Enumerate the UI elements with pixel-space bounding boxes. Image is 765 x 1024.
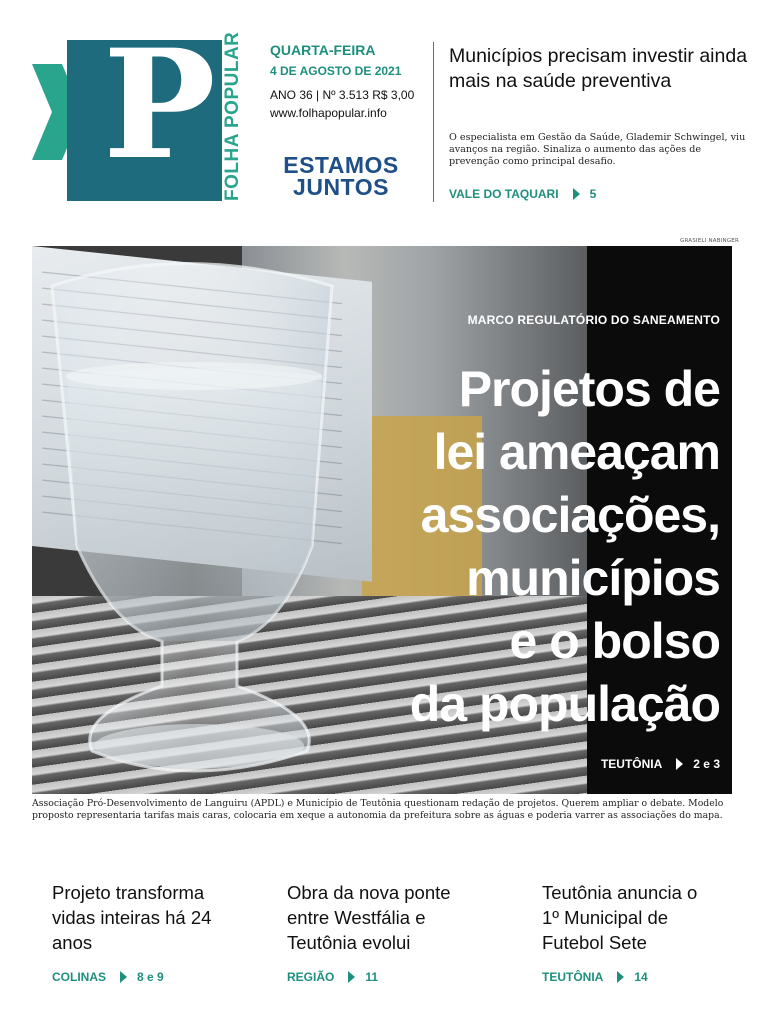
- bottom-story-pages: 8 e 9: [137, 970, 164, 984]
- bottom-story-headline[interactable]: Projeto transforma vidas inteiras há 24 anos: [52, 882, 212, 953]
- bottom-story-pages: 14: [634, 970, 648, 984]
- headline-line: municípios: [466, 550, 720, 606]
- bottom-story-section[interactable]: [52, 970, 164, 984]
- headline-line: lei ameaçam: [433, 424, 720, 480]
- top-story-section-label: VALE DO TAQUARI: [449, 187, 559, 201]
- issue-edition: ANO 36 | Nº 3.513 R$ 3,00: [270, 88, 415, 102]
- headline-line: e o bolso: [509, 613, 720, 669]
- campaign-line-1: ESTAMOS: [283, 152, 399, 178]
- water-glass-illustration: [32, 246, 392, 794]
- masthead-divider: [433, 42, 434, 202]
- bottom-story-section[interactable]: [542, 970, 648, 984]
- bottom-story-pages: 11: [365, 970, 379, 984]
- bottom-story-headline[interactable]: Obra da nova ponte entre Westfália e Teutônia evolui: [287, 882, 451, 953]
- main-story-headline[interactable]: [380, 358, 720, 736]
- logo-letter: P: [103, 40, 216, 193]
- bottom-story-section-label: REGIÃO: [287, 970, 335, 984]
- top-story-page: 5: [589, 187, 597, 201]
- main-story-pages: 2 e 3: [693, 757, 720, 771]
- issue-date: 4 DE AGOSTO DE 2021: [270, 64, 402, 78]
- headline-line: Projetos de: [458, 361, 720, 417]
- arrow-right-icon: [348, 971, 355, 983]
- main-story-caption: Associação Pró-Desenvolvimento de Languiru (APDL) e Município de Teutônia questionam redação de projetos. Querem ampliar o debate. Modelo proposto representaria tarifas mais caras, colocaria em xeque a autonomia da prefeitura sobre as águas e poderia varrer as associações do mapa.: [32, 798, 724, 821]
- top-story-section[interactable]: [449, 187, 596, 201]
- arrow-right-icon: [617, 971, 624, 983]
- top-story-summary: O especialista em Gestão da Saúde, Glademir Schwingel, viu avanços na região. Sinaliza o aumento das ações de prevenção como principal desafio.: [449, 132, 746, 167]
- bottom-story-section-label: TEUTÔNIA: [542, 970, 604, 984]
- photo-credit: GRASIELI NABINGER: [680, 238, 739, 244]
- top-story-headline[interactable]: Municípios precisam investir ainda mais na saúde preventiva: [449, 45, 748, 92]
- issue-weekday: QUARTA-FEIRA: [270, 42, 376, 58]
- main-story-section[interactable]: [560, 757, 720, 771]
- main-story-kicker: MARCO REGULATÓRIO DO SANEAMENTO: [467, 313, 720, 327]
- arrow-right-icon: [573, 188, 580, 200]
- bottom-story-section[interactable]: [287, 970, 378, 984]
- arrow-right-icon: [676, 758, 683, 770]
- arrow-right-icon: [120, 971, 127, 983]
- masthead-name: FOLHA POPULAR: [222, 31, 243, 201]
- masthead-logo: [67, 40, 222, 201]
- bottom-story-headline[interactable]: Teutônia anuncia o 1º Municipal de Futebol Sete: [542, 882, 698, 953]
- bottom-story-section-label: COLINAS: [52, 970, 106, 984]
- main-story-section-label: TEUTÔNIA: [600, 757, 663, 771]
- website-link[interactable]: www.folhapopular.info: [270, 106, 387, 120]
- headline-line: associações,: [420, 487, 720, 543]
- campaign-line-2: JUNTOS: [293, 174, 389, 200]
- headline-line: da população: [409, 676, 720, 732]
